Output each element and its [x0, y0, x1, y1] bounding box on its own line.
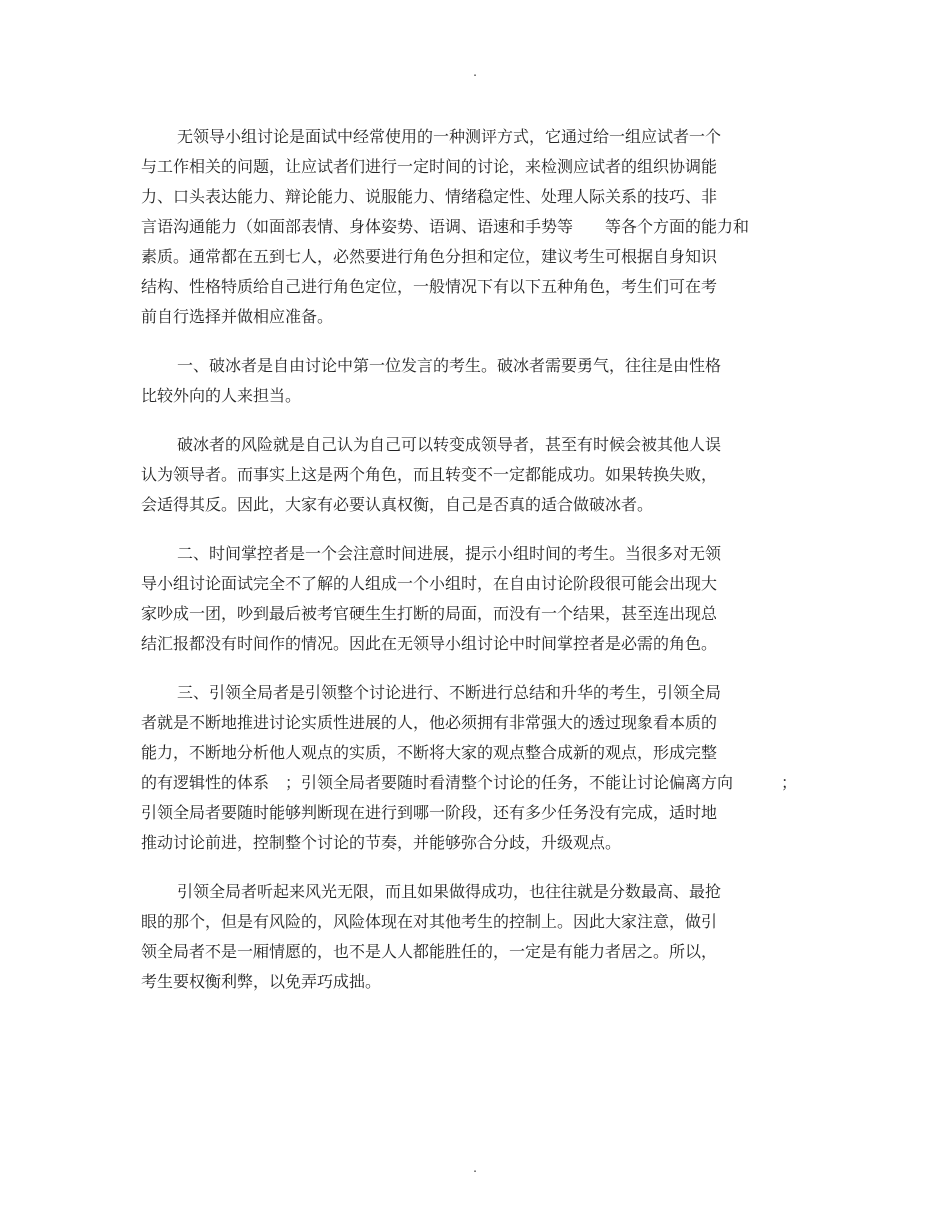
text-line: 引领全局者听起来风光无限，而且如果做得成功，也往往就是分数最高、最抢 [177, 882, 722, 901]
text-line: 比较外向的人来担当。 [141, 386, 302, 405]
document-body [141, 122, 811, 997]
text-line: 导小组讨论面试完全不了解的人组成一个小组时，在自由讨论阶段很可能会出现大 [141, 574, 718, 593]
paragraph-gap [141, 332, 811, 351]
paragraph-intro [141, 122, 811, 332]
paragraph-leader [141, 678, 811, 858]
paragraph-gap [141, 858, 811, 877]
text-line: 推动讨论前进，控制整个讨论的节奏，并能够弥合分歧，升级观点。 [141, 833, 622, 852]
text-line: 认为领导者。而事实上这是两个角色，而且转变不一定都能成功。如果转换失败， [141, 465, 718, 484]
text-line: 力、口头表达能力、辩论能力、说服能力、情绪稳定性、处理人际关系的技巧、非 [141, 187, 718, 206]
text-line: 素质。通常都在五到七人，必然要进行角色分担和定位，建议考生可根据自身知识 [141, 247, 718, 266]
text-line: 结构、性格特质给自己进行角色定位，一般情况下有以下五种角色，考生们可在考 [141, 277, 718, 296]
text-line: 与工作相关的问题，让应试者们进行一定时间的讨论，来检测应试者的组织协调能 [141, 157, 718, 176]
paragraph-icebreaker [141, 351, 811, 411]
text-line: 会适得其反。因此，大家有必要认真权衡，自己是否真的适合做破冰者。 [141, 495, 654, 514]
text-line: 三、引领全局者是引领整个讨论进行、不断进行总结和升华的考生，引领全局 [177, 683, 722, 702]
paragraph-gap [141, 411, 811, 430]
text-line: 者就是不断地推进讨论实质性进展的人，他必须拥有非常强大的透过现象看本质的 [141, 713, 718, 732]
paragraph-timekeeper [141, 539, 811, 659]
text-line: 考生要权衡利弊，以免弄巧成拙。 [141, 972, 382, 991]
page-top-mark: . [473, 65, 477, 79]
text-line: 二、时间掌控者是一个会注意时间进展，提示小组时间的考生。当很多对无领 [177, 544, 722, 563]
text-line: 的有逻辑性的体系 ；引领全局者要随时看清整个讨论的任务，不能让讨论偏离方向 ； [141, 773, 798, 792]
text-line: 能力，不断地分析他人观点的实质，不断将大家的观点整合成新的观点，形成完整 [141, 743, 718, 762]
text-line: 言语沟通能力（如面部表情、身体姿势、语调、语速和手势等 等各个方面的能力和 [141, 217, 750, 236]
text-line: 领全局者不是一厢情愿的，也不是人人都能胜任的，一定是有能力者居之。所以， [141, 942, 718, 961]
paragraph-leader-risk [141, 877, 811, 997]
text-line: 引领全局者要随时能够判断现在进行到哪一阶段，还有多少任务没有完成，适时地 [141, 803, 718, 822]
paragraph-icebreaker-risk [141, 430, 811, 520]
text-line: 破冰者的风险就是自己认为自己可以转变成领导者，甚至有时候会被其他人误 [177, 435, 722, 454]
text-line: 眼的那个，但是有风险的，风险体现在对其他考生的控制上。因此大家注意，做引 [141, 912, 718, 931]
text-line: 结汇报都没有时间作的情况。因此在无领导小组讨论中时间掌控者是必需的角色。 [141, 634, 718, 653]
paragraph-gap [141, 659, 811, 678]
page-bottom-mark: . [473, 1161, 477, 1175]
text-line: 前自行选择并做相应准备。 [141, 307, 334, 326]
text-line: 无领导小组讨论是面试中经常使用的一种测评方式，它通过给一组应试者一个 [177, 127, 722, 146]
text-line: 家吵成一团，吵到最后被考官硬生生打断的局面，而没有一个结果，甚至连出现总 [141, 604, 718, 623]
paragraph-gap [141, 520, 811, 539]
text-line: 一、破冰者是自由讨论中第一位发言的考生。破冰者需要勇气，往往是由性格 [177, 356, 722, 375]
